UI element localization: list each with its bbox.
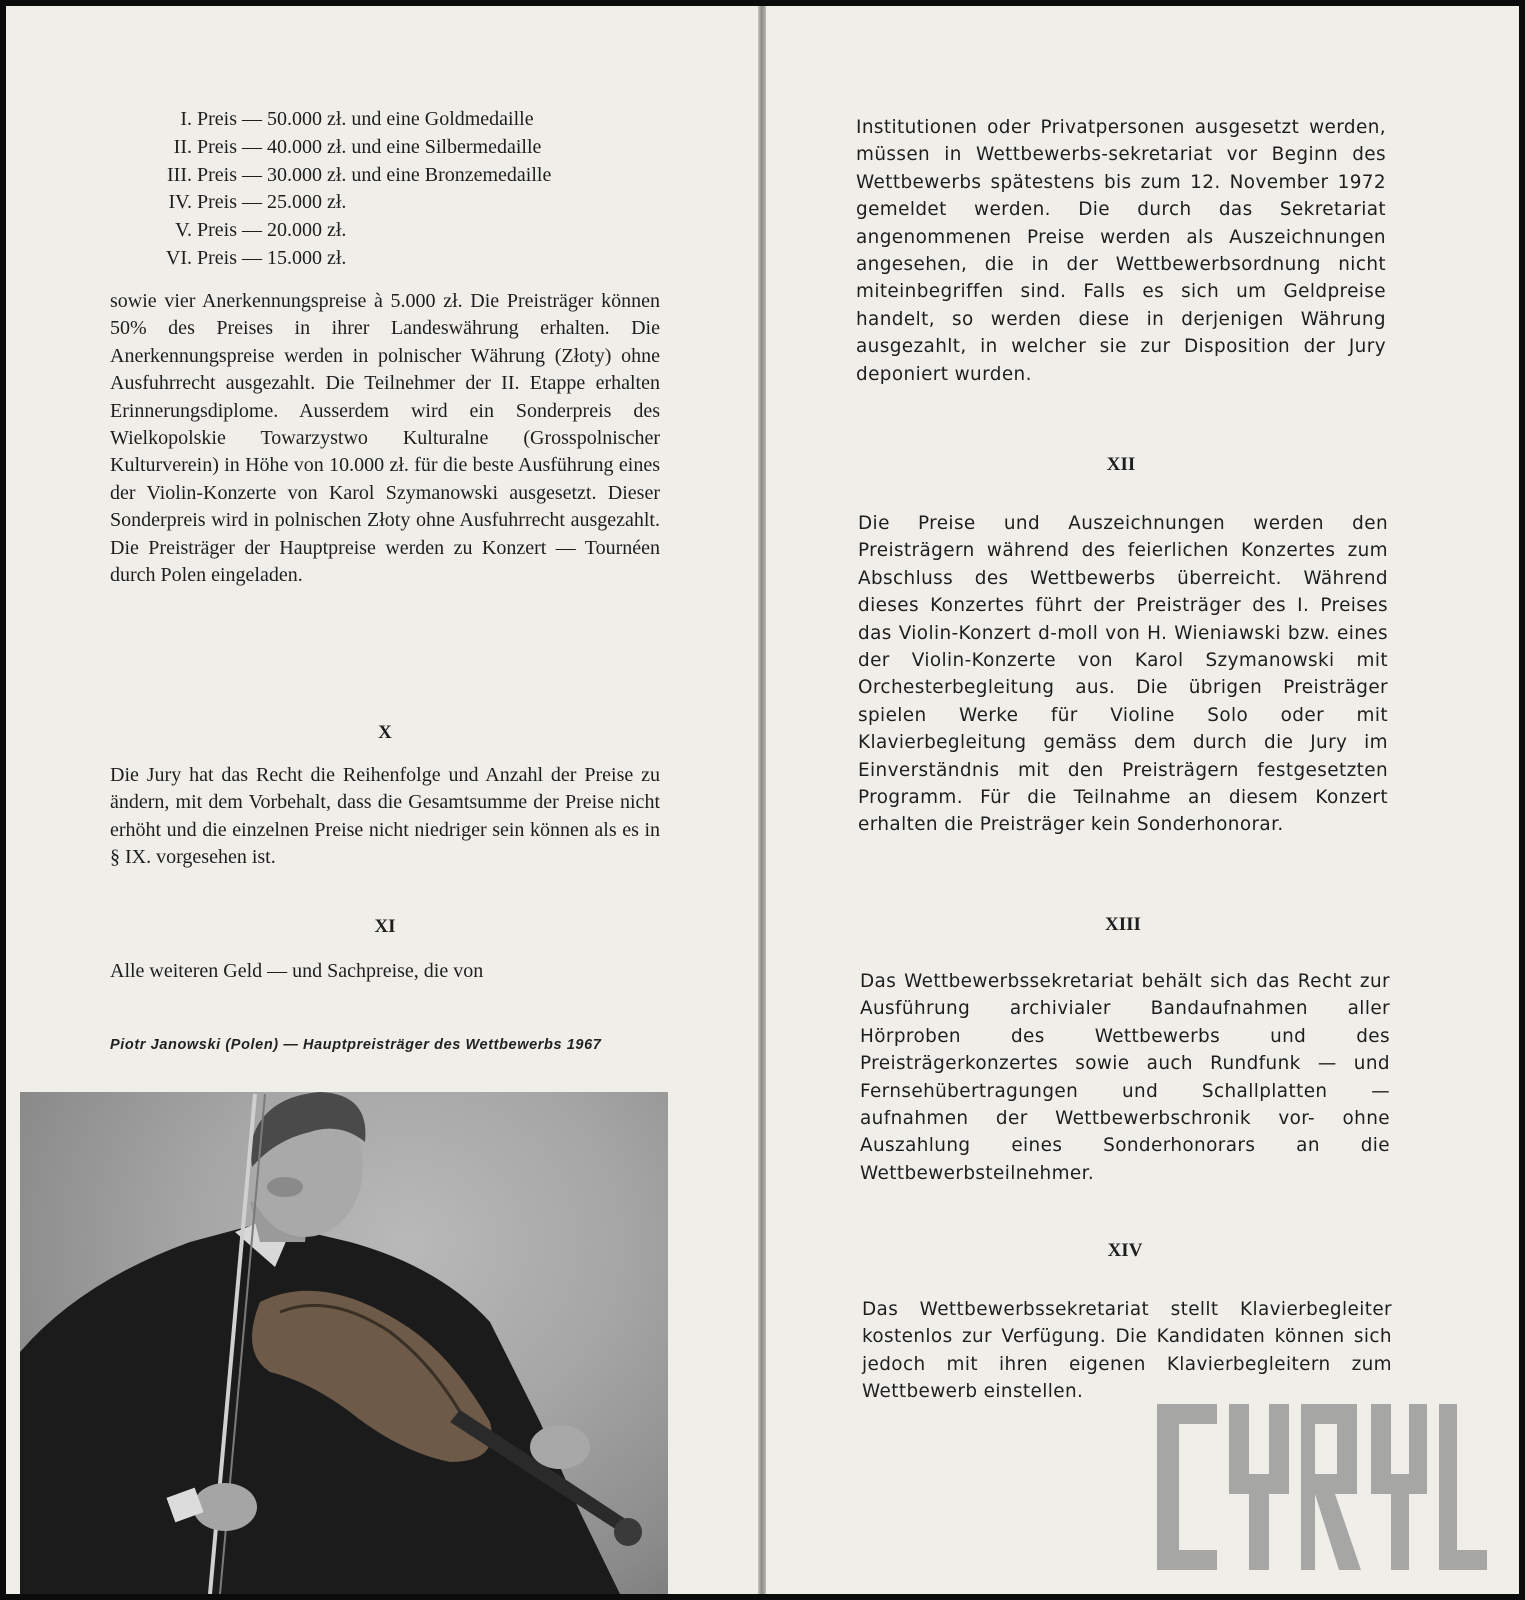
scanned-booklet-spread <box>6 6 1519 1594</box>
left-page <box>6 6 758 1594</box>
prize-row: VI. Preis — 15.000 zł. <box>165 246 347 269</box>
section-xiii-heading: XIII <box>1105 914 1141 935</box>
violinist-photo <box>20 1092 668 1594</box>
section-x-text: Die Jury hat das Recht die Reihenfolge und Anzahl der Preise zu ändern, mit dem Vorbehalt, dass die Gesamtsumme der Preise nicht erhöht und die einzelnen Preise nicht niedriger sein können als es in § IX. vorgesehen ist. <box>110 764 660 869</box>
section-xiv-text: Das Wettbewerbssekretariat stellt Klavierbegleiter kostenlos zur Verfügung. Die Kandidaten können sich jedoch mit ihren eigenen Klavierbegleitern zum Wettbewerb einstellen. <box>862 1299 1392 1403</box>
violinist-illustration <box>20 1092 668 1594</box>
right-page <box>766 6 1519 1594</box>
prize-row: V. Preis — 20.000 zł. <box>175 219 347 242</box>
booklet-spine <box>758 6 766 1594</box>
prize-list <box>146 106 551 273</box>
prize-row: II. Preis — 40.000 zł. und eine Silbermedaille <box>173 135 542 158</box>
section-xii-text: Die Preise und Auszeichnungen werden den Preisträgern während des feierlichen Konzertes zum Abschluss des Wettbewerbs überreicht. Während dieses Konzertes führt der Preisträger des I. Preises das Violin-Konzert d-moll von H. Wieniawski bzw. eines der Violin-Konzerte von Karol Szymanowski mit Orchesterbegleitung aus. Die übrigen Preisträger spielen Werke für Violine Solo oder mit Klavierbegleitung gemäss dem durch die Jury im Einverständnis mit den Preisträgern festgesetzten Programm. Für die Teilnahme an diesem Konzert erhalten die Preisträger kein Sonderhonorar. <box>858 513 1388 836</box>
section-ix-text: sowie vier Anerkennungspreise à 5.000 zł. Die Preisträger können 50% des Preises in ihrer Landeswährung erhalten. Die Anerkennungspreise werden in polnischer Währung (Złoty) ohne Ausfuhrrecht ausgezahlt. Die Teilnehmer der II. Etappe erhalten Erinnerungsdiplome. Ausserdem wird ein Sonderpreis des Wielkopolskie Towarzystwo Kulturalne (Grosspolnischer Kulturverein) in Höhe von 10.000 zł. für die beste Ausführung eines der Violin-Konzerte von Karol Szymanowski ausgesetzt. Dieser Sonderpreis wird in polnischen Złoty ohne Ausfuhrrecht ausgezahlt. Die Preisträger der Hauptpreise werden zu Konzert — Tournéen durch Polen eingeladen. <box>110 290 660 587</box>
prize-row: I. Preis — 50.000 zł. und eine Goldmedaille <box>180 108 534 130</box>
section-xi-continuation: Institutionen oder Privatpersonen ausgesetzt werden, müssen in Wettbewerbs-sekretariat vor Beginn des Wettbewerbs spätestens bis zum 12. November 1972 gemeldet werden. Die durch das Sekretariat angenommenen Preise werden als Auszeichnungen angesehen, die in der Wettbewerbsordnung nicht miteinbegriffen sind. Falls es sich um Geldpreise handelt, so werden diese in derjenigen Währung ausgezahlt, in welcher sie zur Disposition der Jury deponiert wurden. <box>856 117 1386 385</box>
prize-row: IV. Preis — 25.000 zł. <box>168 191 347 214</box>
section-xii-heading: XII <box>1106 454 1136 475</box>
photo-caption: Piotr Janowski (Polen) — Hauptpreisträger des Wettbewerbs 1967 <box>110 1037 602 1053</box>
section-xi-heading: XI <box>374 916 396 937</box>
prize-row: III. Preis — 30.000 zł. und eine Bronzemedaille <box>167 163 552 186</box>
section-xiv-heading: XIV <box>1107 1240 1143 1261</box>
section-xiii-text: Das Wettbewerbssekretariat behält sich das Recht zur Ausführung archivialer Bandaufnahmen aller Hörproben des Wettbewerbs und des Preisträgerkonzertes sowie auch Rundfunk — und Fernsehübertragungen und Schallplatten — aufnahmen der Wettbewerbschronik vor- ohne Auszahlung eines Sonderhonorars an die Wettbewerbsteilnehmer. <box>860 971 1390 1184</box>
section-xi-text: Alle weiteren Geld — und Sachpreise, die von <box>110 960 484 982</box>
section-x-heading: X <box>378 722 392 743</box>
cyryl-watermark-logo <box>1157 1404 1487 1570</box>
